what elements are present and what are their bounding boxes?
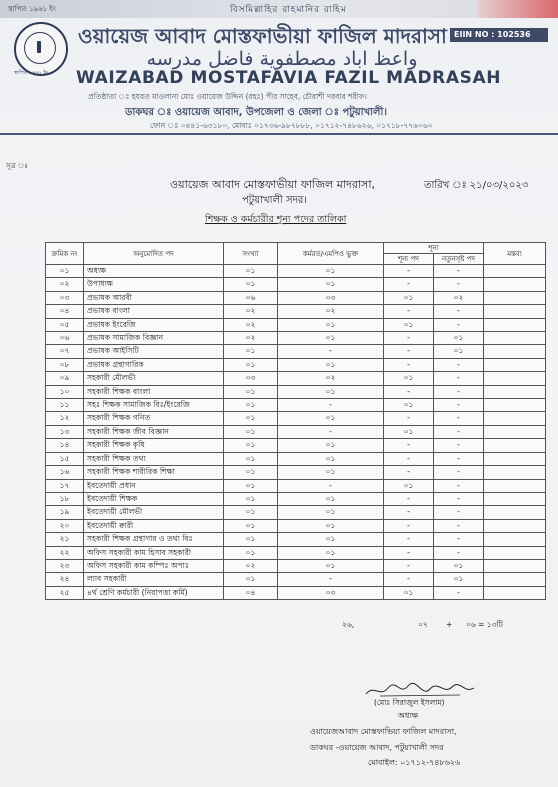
cell-new-post: -: [434, 466, 484, 479]
cell-remarks: [484, 412, 546, 425]
cell-post: প্রভাষক ইংরেজি: [84, 318, 224, 331]
cell-new-post: -: [434, 412, 484, 425]
established-note: স্থাপিত ১৯৬১ ইং: [8, 5, 56, 13]
header-phone: ফোন ঃ ০৪৪১-৬৩১৮০, মোবাঃ ০১৭৩৬-৯৮৭৮৮৮, ০১৭১২-৭৪৮৬২৬, ০১৭১৮-৭৭৬০৬০: [150, 121, 433, 130]
cell-post: সহকারী শিক্ষক শারীরিক শিক্ষা: [84, 466, 224, 479]
cell-sl: ১৮: [46, 492, 84, 505]
cell-sl: ১৭: [46, 479, 84, 492]
col-header-new-post: নতুনসৃষ্ট পদ: [434, 254, 484, 265]
cell-post: অফিস সহকারী কাম কম্পিঃ অপাঃ: [84, 559, 224, 572]
cell-employed: ০১: [278, 439, 384, 452]
cell-employed: ০১: [278, 385, 384, 398]
cell-new-post: ০১: [434, 332, 484, 345]
cell-remarks: [484, 399, 546, 412]
vacancy-table: [45, 242, 546, 600]
top-banner-strip: [0, 0, 558, 18]
cell-new-post: -: [434, 546, 484, 559]
cell-employed: ০১: [278, 452, 384, 465]
cell-new-post: -: [434, 452, 484, 465]
cell-remarks: [484, 439, 546, 452]
cell-remarks: [484, 546, 546, 559]
cell-count: ০৩: [224, 372, 278, 385]
cell-remarks: [484, 318, 546, 331]
cell-post: ইবতেদায়ী ক্বারী: [84, 519, 224, 532]
cell-count: ০২: [224, 305, 278, 318]
cell-count: ০১: [224, 506, 278, 519]
cell-employed: ০১: [278, 278, 384, 291]
institution-name-english: WAIZABAD MOSTAFAVIA FAZIL MADRASAH: [76, 68, 502, 88]
cell-sl: ১৬: [46, 466, 84, 479]
cell-vacant: ০১: [384, 425, 434, 438]
cell-post: প্রভাষক আইসিটি: [84, 345, 224, 358]
red-corner-decoration: [478, 0, 558, 18]
cell-employed: ০২: [278, 305, 384, 318]
cell-post: প্রভাষক আরবী: [84, 291, 224, 304]
table-row: [46, 466, 546, 479]
cell-count: ০১: [224, 573, 278, 586]
cell-new-post: -: [434, 305, 484, 318]
cell-new-post: ০১: [434, 573, 484, 586]
signatory-name: (মোঃ সিরাজুল ইসলাম): [374, 698, 445, 707]
cell-count: ০১: [224, 278, 278, 291]
cell-post: ইবতেদায়ী প্রধান: [84, 479, 224, 492]
cell-new-post: -: [434, 358, 484, 371]
table-row: [46, 332, 546, 345]
cell-count: ০১: [224, 358, 278, 371]
table-row: [46, 519, 546, 532]
cell-new-post: -: [434, 492, 484, 505]
date-line: [424, 178, 528, 195]
cell-post: প্রভাষক গ্রন্থাগারিক: [84, 358, 224, 371]
cell-employed: ০১: [278, 519, 384, 532]
cell-count: ০১: [224, 452, 278, 465]
cell-sl: ২৪: [46, 573, 84, 586]
signature-scribble: [360, 680, 480, 700]
cell-sl: ১৯: [46, 506, 84, 519]
cell-sl: ১৫: [46, 452, 84, 465]
cell-new-post: ০১: [434, 345, 484, 358]
cell-vacant: -: [384, 559, 434, 572]
cell-vacant: -: [384, 345, 434, 358]
cell-employed: ০১: [278, 318, 384, 331]
total-new: ০৬ = ১৩টি: [466, 620, 503, 629]
cell-vacant: -: [384, 265, 434, 278]
cell-new-post: -: [434, 385, 484, 398]
cell-count: ০২: [224, 559, 278, 572]
cell-post: সহঃ শিক্ষক সামাজিক বিঃ/ইংরেজি: [84, 399, 224, 412]
cell-vacant: -: [384, 332, 434, 345]
signatory-institution: ওয়ায়েজআবাদ মোস্তফাভিয়া ফাজিল মাদরাসা,: [310, 727, 457, 736]
table-row: [46, 358, 546, 371]
cell-count: ০১: [224, 399, 278, 412]
cell-sl: ২৩: [46, 559, 84, 572]
table-row: [46, 573, 546, 586]
cell-new-post: -: [434, 479, 484, 492]
cell-employed: ০১: [278, 492, 384, 505]
cell-count: ০১: [224, 466, 278, 479]
total-vacant: ০৭: [418, 620, 428, 629]
table-row: [46, 425, 546, 438]
signatory-address: ডাকঘর -ওয়ায়েজ আবাদ, পটুয়াখালী সদর: [310, 743, 444, 752]
cell-post: সহকারী শিক্ষক জীব বিজ্ঞান: [84, 425, 224, 438]
cell-employed: -: [278, 345, 384, 358]
date-value: ২১/০৩/২০২৩: [469, 180, 529, 191]
cell-vacant: -: [384, 533, 434, 546]
cell-employed: -: [278, 425, 384, 438]
cell-employed: ০৩: [278, 586, 384, 599]
cell-vacant: -: [384, 305, 434, 318]
cell-post: অফিস সহকারী কাম হিসাব সহকারী: [84, 546, 224, 559]
cell-remarks: [484, 573, 546, 586]
table-row: [46, 318, 546, 331]
cell-sl: ০৬: [46, 332, 84, 345]
cell-remarks: [484, 358, 546, 371]
table-row: [46, 265, 546, 278]
cell-vacant: ০১: [384, 586, 434, 599]
cell-sl: ০৯: [46, 372, 84, 385]
logo-emblem-icon: [37, 41, 41, 53]
header-address: ডাকঘর ঃ ওয়ায়েজ আবাদ, উপজেলা ও জেলা ঃ পটুয়াখালী।: [125, 107, 387, 118]
cell-count: ০১: [224, 439, 278, 452]
cell-employed: ০১: [278, 412, 384, 425]
cell-employed: -: [278, 573, 384, 586]
cell-vacant: -: [384, 439, 434, 452]
cell-remarks: [484, 492, 546, 505]
cell-sl: ১১: [46, 399, 84, 412]
cell-new-post: -: [434, 425, 484, 438]
cell-sl: ২০: [46, 519, 84, 532]
cell-new-post: -: [434, 506, 484, 519]
col-header-remarks: মন্তব্য: [484, 243, 546, 265]
cell-remarks: [484, 372, 546, 385]
cell-sl: ০২: [46, 278, 84, 291]
letter-title-line1: ওয়ায়েজ আবাদ মোস্তফাভীয়া ফাজিল মাদরাসা,: [170, 178, 376, 191]
bismillah-text: বিসমিল্লাহির রাহমানির রাহিম: [230, 5, 347, 15]
cell-post: ইবতেদায়ী শিক্ষক: [84, 492, 224, 505]
cell-employed: ০১: [278, 332, 384, 345]
cell-vacant: ০১: [384, 479, 434, 492]
signatory-role: অধ্যক্ষ: [398, 711, 419, 720]
table-row: [46, 399, 546, 412]
cell-employed: ০১: [278, 466, 384, 479]
cell-remarks: [484, 265, 546, 278]
total-plus: +: [446, 620, 453, 629]
cell-post: প্রভাষক সামাজিক বিজ্ঞান: [84, 332, 224, 345]
cell-employed: ০৩: [278, 291, 384, 304]
cell-count: ০২: [224, 332, 278, 345]
cell-sl: ১০: [46, 385, 84, 398]
cell-remarks: [484, 425, 546, 438]
col-header-vacant: শূন্য: [384, 243, 484, 254]
cell-vacant: -: [384, 278, 434, 291]
table-row: [46, 345, 546, 358]
cell-remarks: [484, 533, 546, 546]
table-row: [46, 586, 546, 599]
table-row: [46, 439, 546, 452]
cell-remarks: [484, 586, 546, 599]
cell-new-post: -: [434, 278, 484, 291]
cell-count: ০১: [224, 265, 278, 278]
cell-remarks: [484, 519, 546, 532]
cell-employed: ০১: [278, 546, 384, 559]
memo-label: সূত্র ঃ: [6, 162, 28, 170]
table-row: [46, 533, 546, 546]
header-divider: [0, 133, 558, 135]
cell-remarks: [484, 291, 546, 304]
col-header-count: সংখ্যা: [224, 243, 278, 265]
cell-count: ০৬: [224, 291, 278, 304]
table-row: [46, 372, 546, 385]
institution-name-bangla: ওয়ায়েজ আবাদ মোস্তফাভীয়া ফাজিল মাদরাসা: [78, 24, 447, 48]
cell-employed: ০১: [278, 533, 384, 546]
cell-employed: ০১: [278, 559, 384, 572]
cell-sl: ১৪: [46, 439, 84, 452]
cell-post: সহকারী শিক্ষক কৃষি: [84, 439, 224, 452]
cell-vacant: ০১: [384, 372, 434, 385]
cell-remarks: [484, 278, 546, 291]
cell-vacant: -: [384, 506, 434, 519]
table-row: [46, 291, 546, 304]
vacancy-table-body: [46, 265, 546, 600]
cell-new-post: -: [434, 533, 484, 546]
cell-sl: ২১: [46, 533, 84, 546]
logo-caption: স্থাপিত ১৯৬১ ইং: [14, 70, 49, 76]
col-header-post: অনুমোদিত পদ: [84, 243, 224, 265]
cell-count: ০১: [224, 492, 278, 505]
cell-new-post: -: [434, 519, 484, 532]
cell-post: সহকারী শিক্ষক বাংলা: [84, 385, 224, 398]
cell-vacant: -: [384, 452, 434, 465]
letter-title-line2: পটুয়াখালী সদর।: [242, 195, 307, 206]
cell-new-post: -: [434, 318, 484, 331]
cell-new-post: -: [434, 372, 484, 385]
eiin-badge: EIIN NO : 102536: [450, 28, 548, 42]
cell-employed: ০২: [278, 372, 384, 385]
cell-remarks: [484, 466, 546, 479]
cell-remarks: [484, 506, 546, 519]
cell-post: সহকারী শিক্ষক গ্রন্থাগার ও তথ্য বিঃ: [84, 533, 224, 546]
table-row: [46, 546, 546, 559]
cell-vacant: ০১: [384, 291, 434, 304]
cell-vacant: -: [384, 546, 434, 559]
table-row: [46, 305, 546, 318]
founder-line: প্রতিষ্ঠাতা ঃ হযরত মাওলানা মোঃ ওয়ায়েজ উদ্দিন (রহঃ) পীর সাহেব, চৌরাশী দরবার শরীফ।: [88, 92, 367, 101]
cell-vacant: -: [384, 573, 434, 586]
cell-sl: ০৪: [46, 305, 84, 318]
cell-sl: ১২: [46, 412, 84, 425]
cell-sl: ০৫: [46, 318, 84, 331]
table-row: [46, 559, 546, 572]
table-row: [46, 412, 546, 425]
cell-post: ইবতেদায়ী মৌলভী: [84, 506, 224, 519]
cell-vacant: ০১: [384, 399, 434, 412]
cell-vacant: ০১: [384, 318, 434, 331]
cell-count: ০২: [224, 318, 278, 331]
table-row: [46, 278, 546, 291]
cell-remarks: [484, 479, 546, 492]
col-header-employed: কর্মরত/এমপিও ভুক্ত: [278, 243, 384, 265]
cell-sl: ০১: [46, 265, 84, 278]
cell-new-post: -: [434, 586, 484, 599]
table-subtitle: শিক্ষক ও কর্মচারীর শূন্য পদের তালিকা: [205, 214, 347, 225]
cell-new-post: ০২: [434, 291, 484, 304]
cell-post: ৪র্থ শ্রেণি কর্মচারী (নিরাপত্তা কর্মি): [84, 586, 224, 599]
cell-remarks: [484, 305, 546, 318]
cell-employed: ০১: [278, 265, 384, 278]
cell-remarks: [484, 345, 546, 358]
cell-count: ০১: [224, 412, 278, 425]
table-row: [46, 385, 546, 398]
signatory-mobile: মোবাইল: ০১৭১২-৭৪৮৬২৬: [368, 758, 461, 767]
cell-employed: ০১: [278, 358, 384, 371]
cell-count: ০১: [224, 385, 278, 398]
total-employed: ২৬,: [342, 620, 355, 629]
cell-employed: -: [278, 399, 384, 412]
cell-vacant: -: [384, 519, 434, 532]
cell-sl: ০৩: [46, 291, 84, 304]
cell-new-post: -: [434, 399, 484, 412]
cell-remarks: [484, 385, 546, 398]
cell-post: সহকারী মৌলভী: [84, 372, 224, 385]
cell-post: উপাধ্যক্ষ: [84, 278, 224, 291]
cell-sl: ১৩: [46, 425, 84, 438]
cell-count: ০১: [224, 425, 278, 438]
cell-sl: ২৫: [46, 586, 84, 599]
table-row: [46, 506, 546, 519]
cell-post: সহকারী শিক্ষক তথ্য: [84, 452, 224, 465]
cell-remarks: [484, 332, 546, 345]
cell-post: প্রভাষক বাংলা: [84, 305, 224, 318]
cell-post: ল্যাব সহকারী: [84, 573, 224, 586]
institution-name-arabic: واعظ اباد مصطفوية فاضل مدرسه: [146, 48, 418, 70]
cell-employed: ০১: [278, 506, 384, 519]
cell-count: ০১: [224, 345, 278, 358]
cell-new-post: -: [434, 439, 484, 452]
cell-sl: ০৮: [46, 358, 84, 371]
cell-sl: ০৭: [46, 345, 84, 358]
cell-post: অধ্যক্ষ: [84, 265, 224, 278]
cell-vacant: -: [384, 466, 434, 479]
cell-count: ০১: [224, 533, 278, 546]
cell-employed: -: [278, 479, 384, 492]
cell-remarks: [484, 559, 546, 572]
col-header-sl: ক্রমিক নং: [46, 243, 84, 265]
cell-remarks: [484, 452, 546, 465]
cell-new-post: ০১: [434, 559, 484, 572]
cell-count: ০১: [224, 519, 278, 532]
table-row: [46, 452, 546, 465]
cell-vacant: -: [384, 385, 434, 398]
cell-count: ০১: [224, 479, 278, 492]
cell-vacant: -: [384, 492, 434, 505]
madrasah-logo: [14, 22, 68, 76]
date-label: তারিখ ঃ: [424, 180, 467, 191]
col-header-vacant-post: শূন্য পদ: [384, 254, 434, 265]
cell-vacant: -: [384, 412, 434, 425]
cell-sl: ২২: [46, 546, 84, 559]
table-row: [46, 479, 546, 492]
cell-post: সহকারী শিক্ষক গনিত: [84, 412, 224, 425]
cell-vacant: -: [384, 358, 434, 371]
cell-new-post: -: [434, 265, 484, 278]
cell-count: ০৪: [224, 586, 278, 599]
cell-count: ০১: [224, 546, 278, 559]
table-row: [46, 492, 546, 505]
